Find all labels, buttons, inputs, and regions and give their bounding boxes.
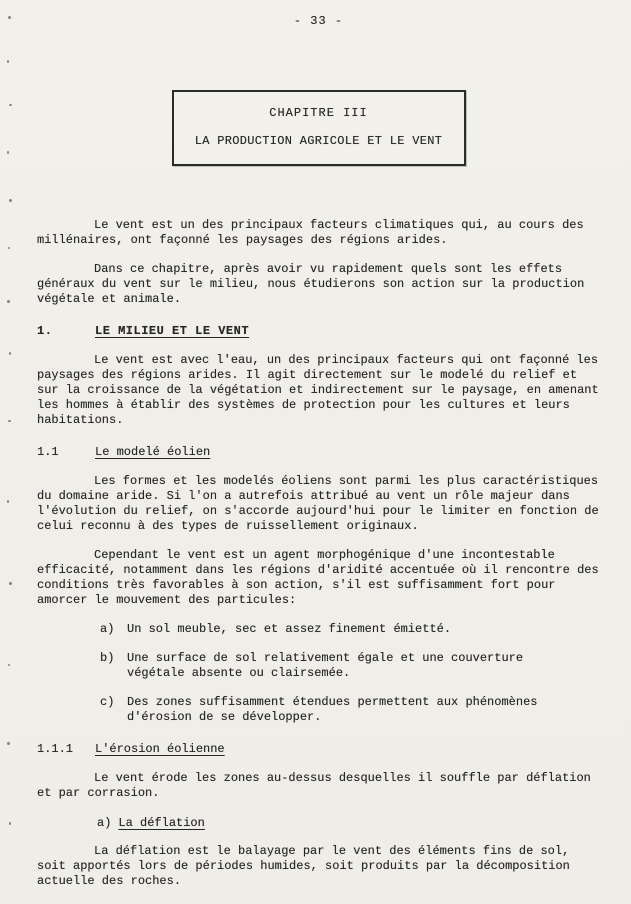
scan-speck: [9, 104, 12, 106]
section-1-1-paragraph-2: Cependant le vent est un agent morphogénique d'une incontestable efficacité, notamment dans les régions d'aridité accentuée où il rencontre des conditions très favorables à son action, s'il est suffisamment fort pour amorcer le mouvement des particules:: [37, 548, 599, 607]
scan-speck: [8, 420, 11, 422]
section-1-paragraph: Le vent est avec l'eau, un des principaux facteurs qui ont façonné les paysages des régions arides. Il agit directement sur le modelé du relief et sur la croissance de la végétation et indirectement sur le paysage, en amenant les hommes à établir des systèmes de protection pour les cultures et leurs habitations.: [37, 353, 599, 427]
scan-speck: [7, 60, 9, 63]
section-1-1-1-paragraph: Le vent érode les zones au-dessus desquelles il souffle par déflation et par corrasion.: [37, 771, 591, 800]
subsection-a-paragraph: La déflation est le balayage par le vent des éléments fins de sol, soit apportés lors de périodes humides, soit produits par la décomposition actuelle des roches.: [37, 844, 570, 888]
subsection-a-heading: [97, 816, 600, 831]
list-text: Des zones suffisamment étendues permettent aux phénomènes d'érosion de se développer.: [127, 695, 538, 724]
scan-speck: [7, 500, 9, 503]
chapter-title: CHAPITRE III: [269, 106, 368, 120]
scan-speck: [8, 247, 10, 249]
section-title: L'érosion éolienne: [95, 742, 225, 756]
section-title: Le modelé éolien: [95, 445, 211, 459]
section-1-1-heading: [37, 445, 600, 460]
list-item-c: [100, 695, 600, 725]
section-1-heading: [37, 324, 600, 339]
intro-paragraph-1: Le vent est un des principaux facteurs climatiques qui, au cours des millénaires, ont façonné les paysages des régions arides.: [37, 218, 584, 247]
scan-speck: [7, 742, 10, 745]
intro-paragraph-2: Dans ce chapitre, après avoir vu rapidement quels sont les effets généraux du vent sur le milieu, nous étudierons son action sur la production végétale et animale.: [37, 262, 585, 306]
scan-speck: [7, 151, 9, 154]
section-number: 1.: [37, 324, 53, 338]
scan-speck: [8, 664, 10, 666]
list-item-a: [100, 622, 600, 637]
scan-speck: [9, 199, 12, 202]
document-content: [37, 14, 600, 903]
subsection-title: La déflation: [118, 816, 205, 830]
chapter-title-box: [172, 90, 466, 166]
list-text: Une surface de sol relativement égale et une couverture végétale absente ou clairsemée.: [127, 651, 524, 680]
section-1-1-paragraph-1: Les formes et les modelés éoliens sont parmi les plus caractéristiques du domaine aride. Si l'on a autrefois attribué au vent un rôle majeur dans l'évolution du relief, on s'accorde aujourd'hui pour le limiter en fonction de celui reconnu à des types de ruissellement originaux.: [37, 474, 599, 533]
scan-speck: [8, 16, 11, 19]
list-marker: c): [100, 695, 115, 709]
section-title: LE MILIEU ET LE VENT: [95, 324, 250, 338]
scan-speck: [9, 582, 12, 585]
page-number: - 33 -: [293, 14, 344, 28]
list-item-b: [100, 651, 600, 681]
section-number: 1.1.1: [37, 742, 74, 756]
section-1-1-1-heading: [37, 742, 600, 757]
scan-speck: [9, 352, 11, 355]
chapter-subtitle: LA PRODUCTION AGRICOLE ET LE VENT: [194, 134, 443, 148]
scan-speck: [9, 822, 11, 825]
subsection-marker: a): [97, 816, 112, 830]
section-number: 1.1: [37, 445, 59, 459]
scan-speck: [7, 300, 10, 303]
list-marker: b): [100, 651, 115, 665]
list-marker: a): [100, 622, 115, 636]
list-text: Un sol meuble, sec et assez finement émietté.: [127, 622, 452, 636]
